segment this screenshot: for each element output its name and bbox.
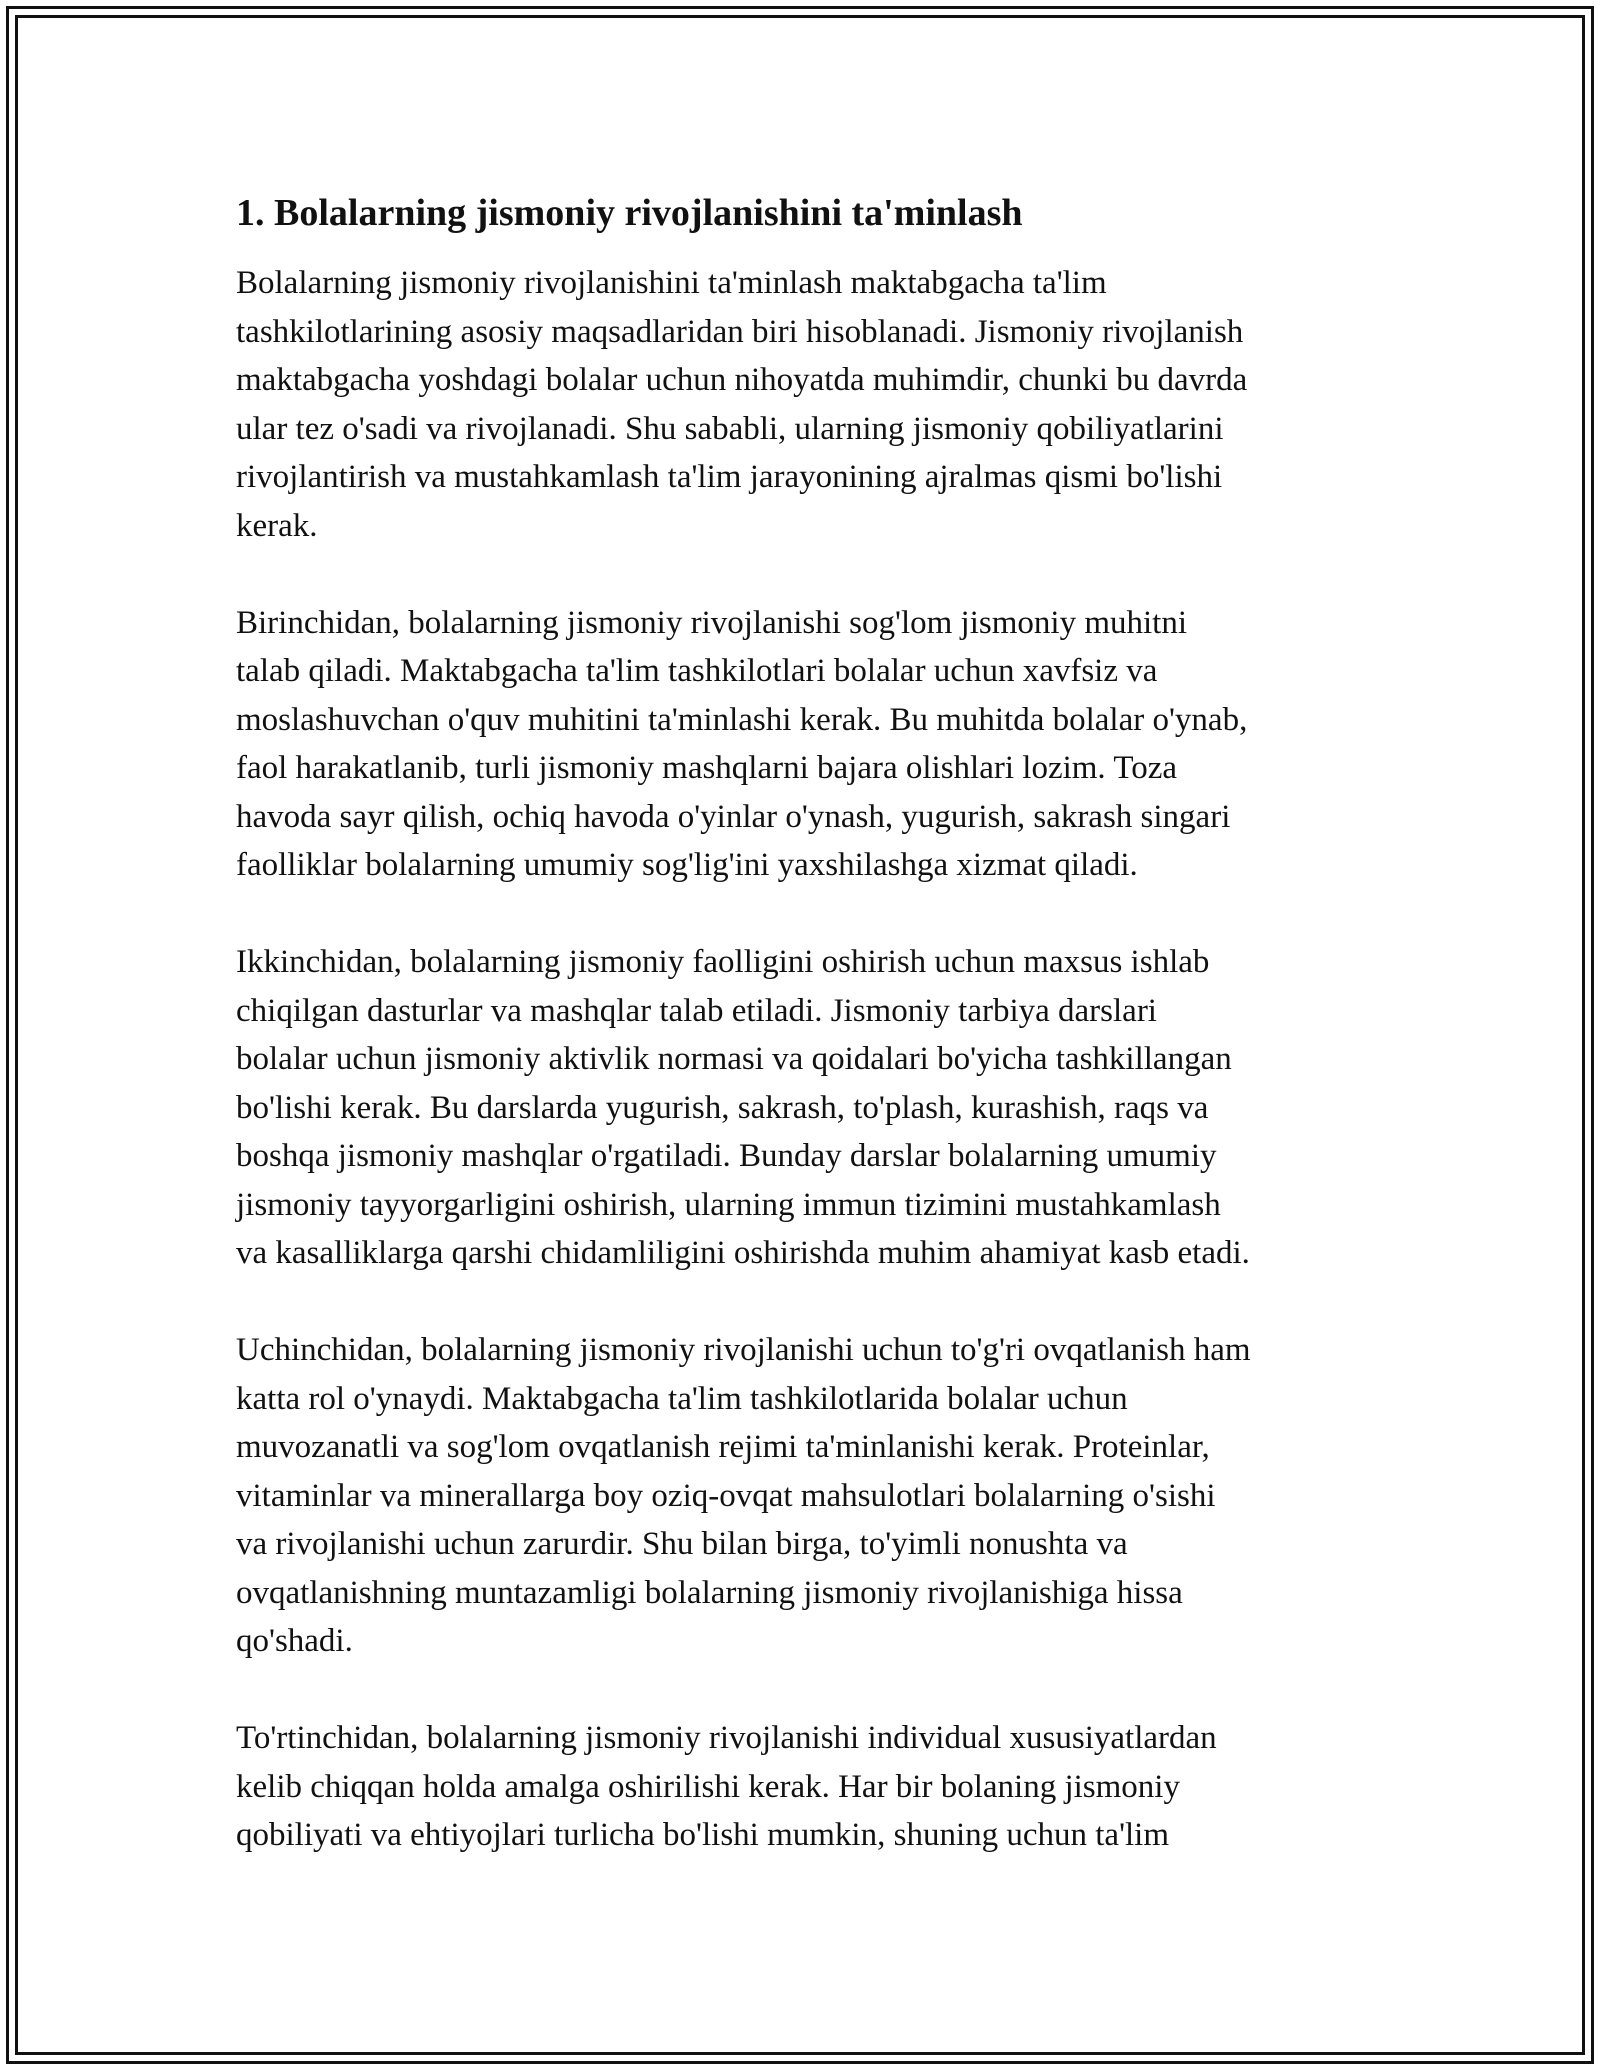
paragraph-2 <box>236 599 1376 890</box>
text-line: katta rol o'ynaydi. Maktabgacha ta'lim tashkilotlarida bolalar uchun <box>236 1380 1128 1417</box>
text-line: tashkilotlarining asosiy maqsadlaridan biri hisoblanadi. Jismoniy rivojlanish <box>236 313 1244 350</box>
text-line: muvozanatli va sog'lom ovqatlanish rejimi ta'minlanishi kerak. Proteinlar, <box>236 1429 1210 1465</box>
text-line: boshqa jismoniy mashqlar o'rgatiladi. Bunday darslar bolalarning umumiy <box>236 1138 1217 1174</box>
paragraph-1 <box>236 259 1376 550</box>
text-line: Bolalarning jismoniy rivojlanishini ta'minlash maktabgacha ta'lim <box>236 265 1107 301</box>
paragraph-5 <box>236 1714 1376 1860</box>
text-line: faol harakatlanib, turli jismoniy mashqlarni bajara olishlari lozim. Toza <box>236 750 1177 786</box>
text-line: vitaminlar va minerallarga boy oziq-ovqat mahsulotlari bolalarning o'sishi <box>236 1477 1216 1514</box>
text-line: maktabgacha yoshdagi bolalar uchun nihoyatda muhimdir, chunki bu davrda <box>236 362 1248 398</box>
text-line: chiqilgan dasturlar va mashqlar talab etiladi. Jismoniy tarbiya darslari <box>236 992 1157 1029</box>
text-line: havoda sayr qilish, ochiq havoda o'yinlar o'ynash, yugurish, sakrash singari <box>236 798 1231 835</box>
text-line: To'rtinchidan, bolalarning jismoniy rivojlanishi individual xususiyatlardan <box>236 1720 1217 1756</box>
text-line: qobiliyati va ehtiyojlari turlicha bo'lishi mumkin, shuning uchun ta'lim <box>236 1817 1170 1853</box>
text-line: ular tez o'sadi va rivojlanadi. Shu sababli, ularning jismoniy qobiliyatlarini <box>236 410 1224 447</box>
text-line: va rivojlanishi uchun zarurdir. Shu bilan birga, to'yimli nonushta va <box>236 1526 1128 1562</box>
text-line: talab qiladi. Maktabgacha ta'lim tashkilotlari bolalar uchun xavfsiz va <box>236 653 1158 689</box>
document-body <box>236 185 1376 1908</box>
paragraph-3 <box>236 938 1376 1278</box>
text-line: bolalar uchun jismoniy aktivlik normasi va qoidalari bo'yicha tashkillangan <box>236 1041 1232 1077</box>
text-line: qo'shadi. <box>236 1623 353 1659</box>
paragraph-4 <box>236 1326 1376 1666</box>
text-line: Uchinchidan, bolalarning jismoniy rivojlanishi uchun to'g'ri ovqatlanish ham <box>236 1332 1251 1368</box>
text-line: Ikkinchidan, bolalarning jismoniy faolligini oshirish uchun maxsus ishlab <box>236 944 1210 980</box>
text-line: Birinchidan, bolalarning jismoniy rivojlanishi sog'lom jismoniy muhitni <box>236 604 1187 641</box>
text-line: ovqatlanishning muntazamligi bolalarning jismoniy rivojlanishiga hissa <box>236 1574 1183 1611</box>
text-line: kerak. <box>236 507 318 544</box>
text-line: moslashuvchan o'quv muhitini ta'minlashi kerak. Bu muhitda bolalar o'ynab, <box>236 701 1248 738</box>
text-line: faolliklar bolalarning umumiy sog'lig'ini yaxshilashga xizmat qiladi. <box>236 847 1138 883</box>
text-line: jismoniy tayyorgarligini oshirish, ularning immun tizimini mustahkamlash <box>236 1186 1221 1223</box>
text-line: rivojlantirish va mustahkamlash ta'lim jarayonining ajralmas qismi bo'lishi <box>236 459 1223 495</box>
text-line: kelib chiqqan holda amalga oshirilishi kerak. Har bir bolaning jismoniy <box>236 1768 1180 1805</box>
text-line: bo'lishi kerak. Bu darslarda yugurish, sakrash, to'plash, kurashish, raqs va <box>236 1089 1209 1126</box>
text-line: va kasalliklarga qarshi chidamliligini oshirishda muhim ahamiyat kasb etadi. <box>236 1235 1250 1271</box>
section-heading: 1. Bolalarning jismoniy rivojlanishini ta'minlash <box>236 192 1023 234</box>
